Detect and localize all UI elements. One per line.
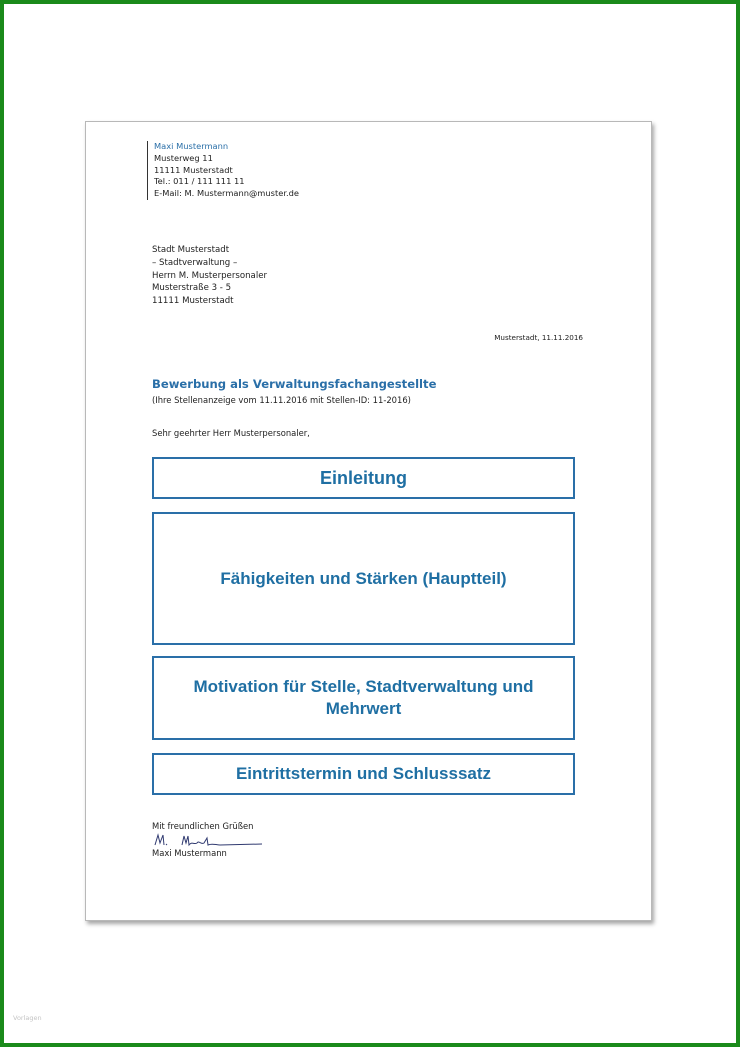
subject-title: Bewerbung als Verwaltungsfachangestellte (152, 377, 437, 391)
recipient-line: Musterstraße 3 - 5 (152, 283, 232, 294)
sender-city: 11111 Musterstadt (154, 164, 233, 175)
recipient-line: – Stadtverwaltung – (152, 257, 238, 268)
signer-name: Maxi Mustermann (152, 848, 227, 858)
section-main-label: Fähigkeiten und Stärken (Hauptteil) (220, 568, 507, 588)
section-motivation-box (152, 656, 575, 740)
recipient-block (152, 244, 267, 308)
salutation: Sehr geehrter Herr Musterpersonaler, (152, 428, 310, 438)
section-intro-box (152, 457, 575, 499)
section-closing-label: Eintrittstermin und Schlusssatz (235, 764, 492, 783)
recipient-line: Stadt Musterstadt (152, 245, 230, 255)
sender-street: Musterweg 11 (154, 152, 213, 163)
closing-greeting: Mit freundlichen Grüßen (152, 821, 254, 831)
section-motivation-label: Motivation für Stelle, Stadtverwaltung und Mehrwert (193, 677, 534, 718)
sender-phone: Tel.: 011 / 111 111 11 (154, 176, 245, 187)
recipient-line: 11111 Musterstadt (152, 296, 234, 307)
recipient-line: Herrn M. Musterpersonaler (152, 270, 268, 281)
sender-name: Maxi Mustermann (154, 141, 229, 151)
section-main-box (152, 512, 575, 645)
sender-email: E-Mail: M. Mustermann@muster.de (154, 188, 299, 199)
sender-block (147, 141, 299, 200)
subject-reference: (Ihre Stellenanzeige vom 11.11.2016 mit Stellen-ID: 11-2016) (152, 395, 411, 405)
watermark: Vorlagen (13, 1014, 42, 1022)
section-closing-box (152, 753, 575, 795)
letter-date: Musterstadt, 11.11.2016 (494, 333, 583, 342)
section-intro-label: Einleitung (320, 468, 407, 488)
letter-page (85, 121, 652, 921)
